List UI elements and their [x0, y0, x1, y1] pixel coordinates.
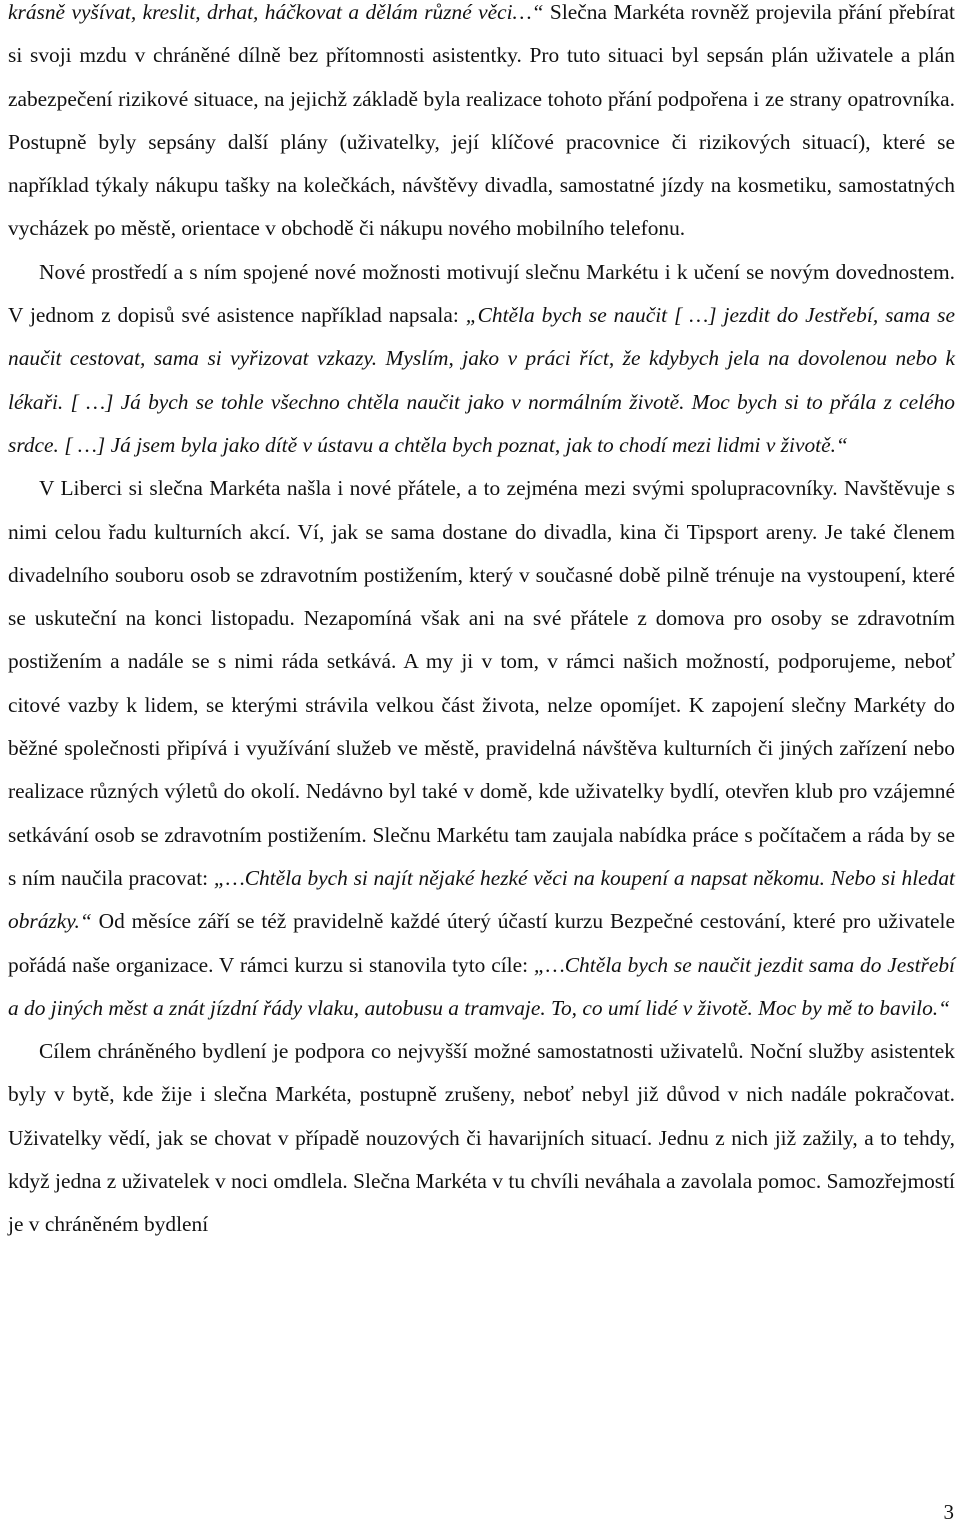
- paragraph-2: [8, 251, 955, 467]
- paragraph-text: V Liberci si slečna Markéta našla i nové přátele, a to zejména mezi svými spolupracovníky. Navštěvuje s nimi celou řadu kulturních akcí. Ví, jak se sama dostane do divadla, kina či Tipsport areny. Je také členem divadelního souboru osob se zdravotním postižením, který v současné době pilně trénuje na vystoupení, které se uskuteční na konci listopadu. Nezapomíná však ani na své přátele z domova pro osoby se zdravotním postižením a nadále se s nimi ráda setkává. A my ji v tom, v rámci našich možností, podporujeme, neboť citové vazby k lidem, se kterými strávila velkou část života, nelze opomíjet. K zapojení slečny Markéty do běžné společnosti připívá i využívání služeb ve městě, pravidelná návštěva kulturních či jiných zařízení nebo realizace různých výletů do okolí. Nedávno byl také v domě, kde uživatelky bydlí, otevřen klub pro vzájemné setkávání osob se zdravotním postižením. Slečnu Markétu tam zaujala nabídka práce s počítačem a ráda by se s ním naučila pracovat:: [8, 476, 955, 890]
- document-page: [8, 0, 955, 1247]
- paragraph-4: [8, 1030, 955, 1246]
- paragraph-text: Cílem chráněného bydlení je podpora co nejvyšší možné samostatnosti uživatelů. Noční služby asistentek byly v bytě, kde žije i slečna Markéta, postupně zrušeny, neboť nebyl již důvod v nich nadále pokračovat. Uživatelky vědí, jak se chovat v případě nouzových či havarijních situací. Jednu z nich již zažily, a to tehdy, když jedna z uživatelek v noci omdlela. Slečna Markéta v tu chvíli neváhala a zavolala pomoc. Samozřejmostí je v chráněném bydlení: [8, 1039, 955, 1237]
- paragraph-3: [8, 467, 955, 1030]
- paragraph-text: Nové prostředí a s ním spojené nové možnosti motivují slečnu Markétu i k učení se novým dovednostem. V jednom z dopisů své asistence například napsala:: [8, 259, 955, 328]
- page-number: 3: [943, 1500, 954, 1524]
- quote-text: „…Chtěla bych se naučit jezdit sama do Jestřebí a do jiných měst a znát jízdní řády vlaku, autobusu a tramvaje. To, co umí lidé v životě. Moc by mě to bavilo.“: [8, 952, 955, 1020]
- paragraph-1: [8, 0, 955, 251]
- paragraph-text: Slečna Markéta rovněž projevila přání přebírat si svoji mzdu v chráněné dílně bez přítomnosti asistentky. Pro tuto situaci byl sepsán plán uživatele a plán zabezpečení rizikové situace, na jejichž základě byla realizace tohoto přání podpořena i ze strany opatrovníka. Postupně byly sepsány další plány (uživatelky, její klíčové pracovnice či rizikových situací), které se například týkaly nákupu tašky na kolečkách, návštěvy divadla, samostatné jízdy na kosmetiku, samostatných vycházek po městě, orientace v obchodě či nákupu nového mobilního telefonu.: [8, 0, 955, 241]
- quote-text: „…Chtěla bych si najít nějaké hezké věci na koupení a napsat někomu. Nebo si hledat obrázky.“: [8, 865, 955, 934]
- paragraph-text: Od měsíce září se též pravidelně každé úterý účastí kurzu Bezpečné cestování, které pro uživatele pořádá naše organizace. V rámci kurzu si stanovila tyto cíle:: [8, 909, 955, 977]
- quote-text: krásně vyšívat, kreslit, drhat, háčkovat a dělám různé věci…“: [8, 0, 544, 24]
- quote-text: „Chtěla bych se naučit [ …] jezdit do Jestřebí, sama se naučit cestovat, sama si vyřizovat vzkazy. Myslím, jako v práci říct, že kdybych jela na dovolenou nebo k lékaři. [ …] Já bych se tohle všechno chtěla naučit jako v normálním životě. Moc bych si to přála z celého srdce. [ …] Já jsem byla jako dítě v ústavu a chtěla bych poznat, jak to chodí mezi lidmi v životě.“: [8, 303, 955, 457]
